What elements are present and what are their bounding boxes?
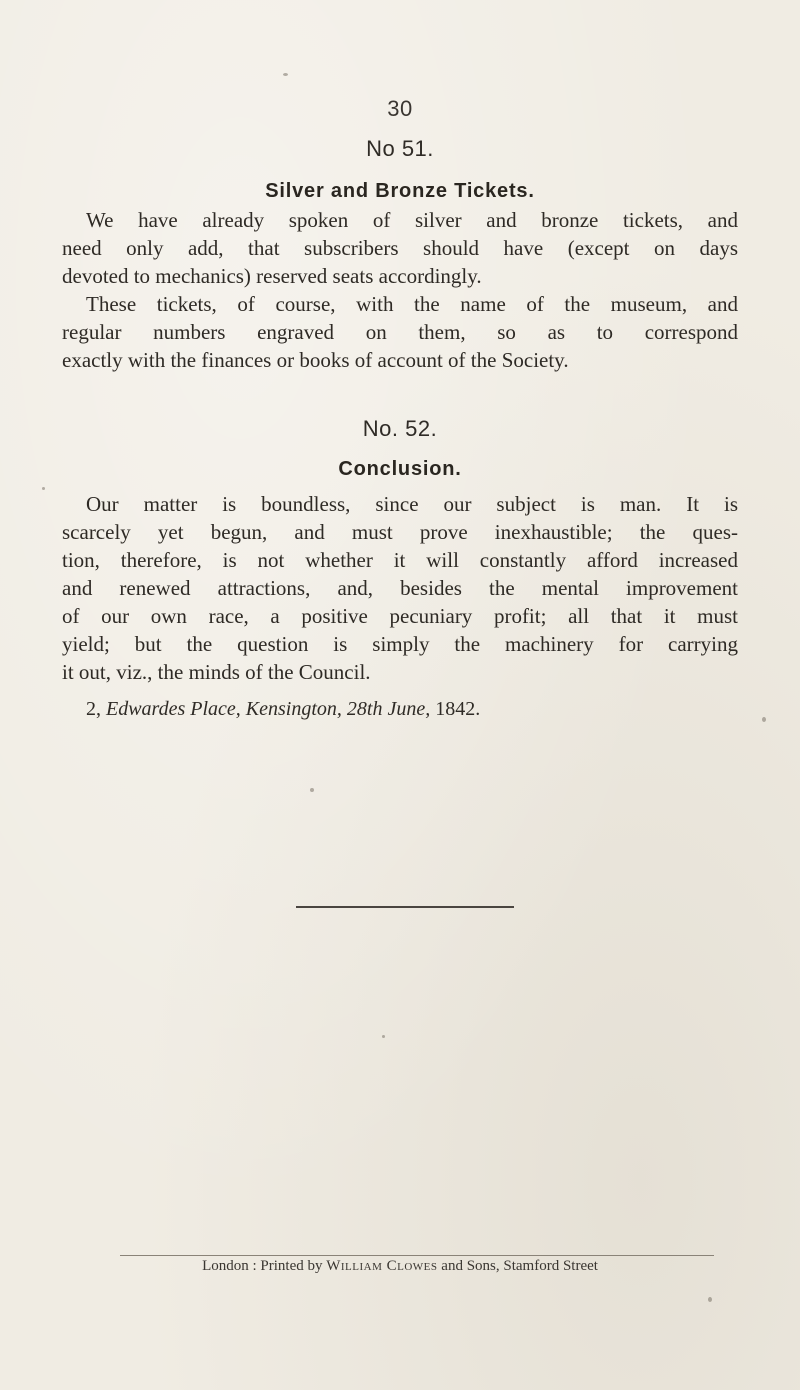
printer-imprint	[0, 1258, 800, 1275]
imprint-printer: William Clowes	[326, 1258, 438, 1274]
body-line: We have already spoken of silver and bronze tickets, and	[86, 208, 738, 232]
body-line: and renewed attractions, and, besides the mental improvement	[62, 576, 738, 600]
body-line: of our own race, a positive pecuniary profit; all that it must	[62, 604, 738, 628]
body-line: yield; but the question is simply the machinery for carrying	[62, 632, 738, 656]
section-number-52: No. 52.	[362, 416, 438, 441]
body-line: scarcely yet begun, and must prove inexhaustible; the ques-	[62, 520, 738, 544]
end-rule	[296, 906, 514, 908]
body-line: tion, therefore, is not whether it will constantly afford increased	[62, 548, 738, 572]
body-line: need only add, that subscribers should have (except on days	[62, 236, 738, 260]
signoff-year: 1842.	[435, 698, 481, 720]
body-line: These tickets, of course, with the name of the museum, and	[86, 292, 738, 316]
body-line: regular numbers engraved on them, so as to correspond	[62, 320, 738, 344]
paper-speck	[382, 1035, 385, 1038]
signoff-prefix: 2,	[86, 698, 106, 720]
paper-speck	[310, 788, 314, 792]
paper-speck	[708, 1297, 712, 1302]
section-52-body	[62, 490, 738, 686]
body-line: exactly with the finances or books of account of the Society.	[62, 348, 569, 372]
section-number-51: No 51.	[366, 136, 434, 161]
section-heading-silver-bronze: Silver and Bronze Tickets.	[265, 180, 535, 202]
paper-speck	[762, 717, 766, 722]
body-line: Our matter is boundless, since our subject is man. It is	[86, 492, 738, 516]
signoff-day: 28th June,	[346, 698, 436, 720]
imprint-suffix: and Sons, Stamford Street	[437, 1258, 598, 1274]
page-number: 30	[387, 96, 413, 121]
body-line: devoted to mechanics) reserved seats accordingly.	[62, 264, 482, 288]
imprint-prefix: London : Printed by	[202, 1258, 327, 1274]
paper-speck	[283, 73, 288, 76]
signoff-place: Edwardes Place, Kensington,	[106, 698, 347, 720]
paper-speck	[42, 487, 45, 490]
section-heading-conclusion: Conclusion.	[338, 458, 462, 480]
signoff	[86, 698, 480, 721]
body-line: it out, viz., the minds of the Council.	[62, 660, 371, 684]
section-51-body	[62, 206, 738, 374]
imprint-rule	[120, 1255, 714, 1256]
